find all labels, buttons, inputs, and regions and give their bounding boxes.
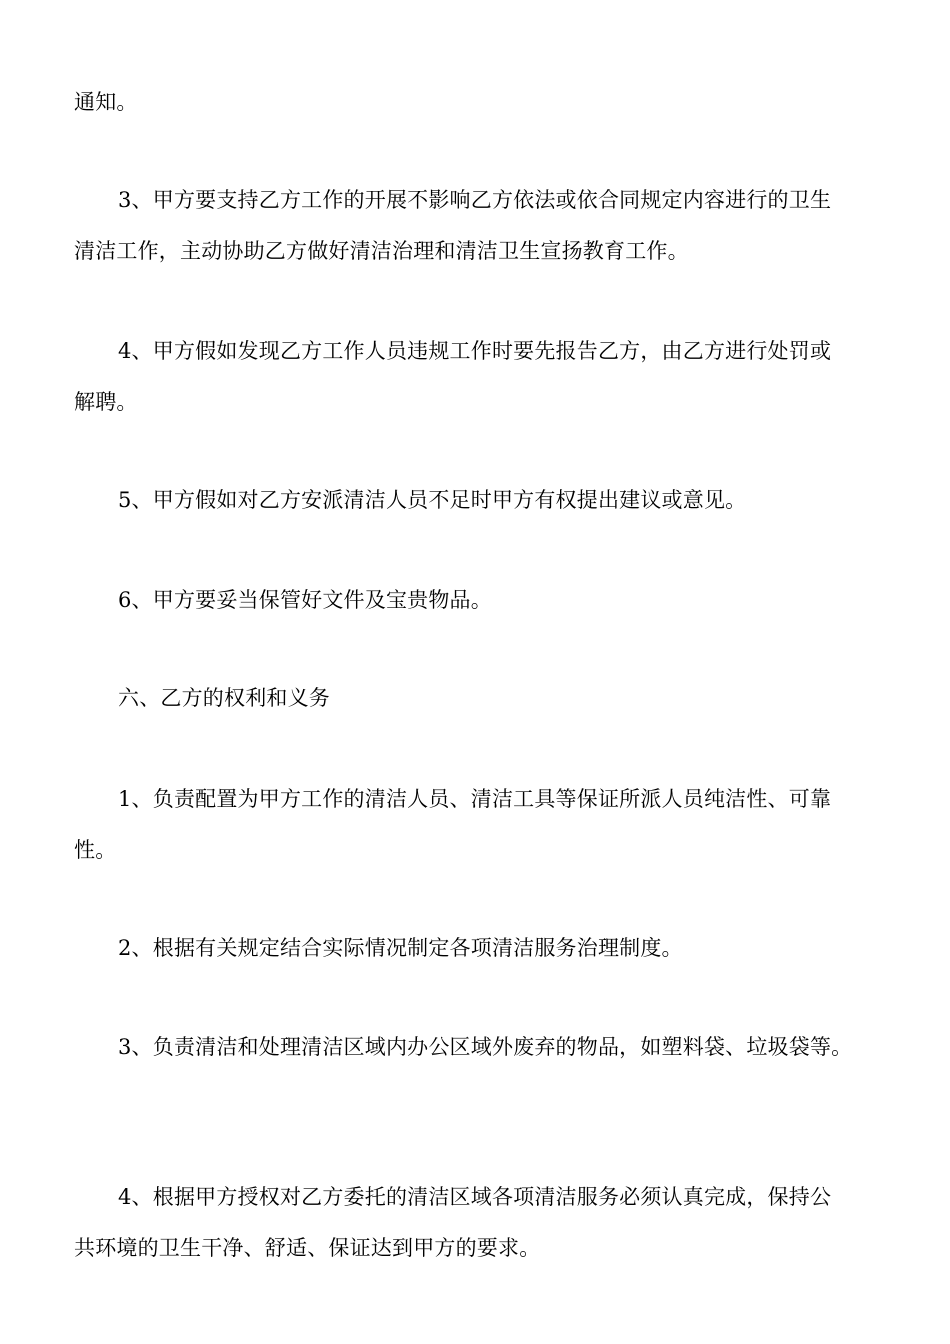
paragraph-line: 2、根据有关规定结合实际情况制定各项清洁服务治理制度。 [118,936,683,960]
paragraph-line: 共环境的卫生干净、舒适、保证达到甲方的要求。 [74,1236,541,1260]
paragraph-line: 6、甲方要妥当保管好文件及宝贵物品。 [118,588,492,612]
paragraph-line: 3、负责清洁和处理清洁区域内办公区域外废弃的物品，如塑料袋、垃圾袋等。 [118,1035,853,1059]
section-heading: 六、乙方的权利和义务 [118,686,330,710]
paragraph-line: 3、甲方要支持乙方工作的开展不影响乙方依法或依合同规定内容进行的卫生 [118,188,832,212]
paragraph-line: 1、负责配置为甲方工作的清洁人员、清洁工具等保证所派人员纯洁性、可靠 [118,787,832,811]
paragraph-line: 性。 [74,838,117,862]
paragraph-line: 5、甲方假如对乙方安派清洁人员不足时甲方有权提出建议或意见。 [118,488,747,512]
paragraph-line: 清洁工作，主动协助乙方做好清洁治理和清洁卫生宣扬教育工作。 [74,239,689,263]
paragraph-line: 4、甲方假如发现乙方工作人员违规工作时要先报告乙方，由乙方进行处罚或 [118,339,832,363]
paragraph-line: 通知。 [74,90,138,114]
paragraph-line: 解聘。 [74,390,138,414]
paragraph-line: 4、根据甲方授权对乙方委托的清洁区域各项清洁服务必须认真完成，保持公 [118,1185,832,1209]
